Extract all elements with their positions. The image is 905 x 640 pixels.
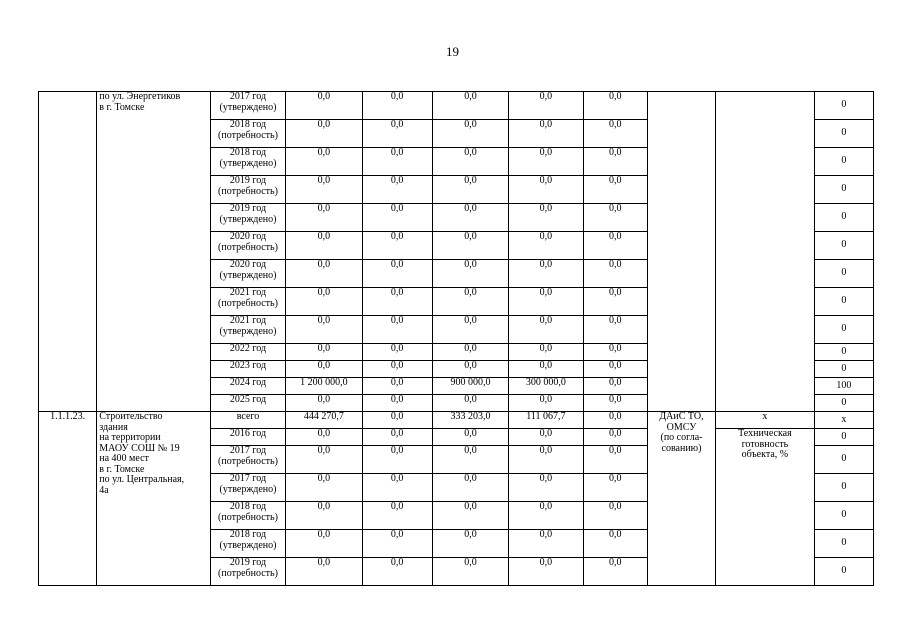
target-value-cell: 100 — [814, 378, 873, 395]
target-value-cell: 0 — [814, 344, 873, 361]
amount-cell: 0,0 — [509, 344, 583, 361]
amount-cell: 0,0 — [432, 429, 508, 446]
amount-cell: 0,0 — [362, 120, 432, 148]
period-cell: 2021 год (потребность) — [210, 288, 285, 316]
amount-cell: 0,0 — [509, 474, 583, 502]
amount-cell: 0,0 — [583, 344, 647, 361]
executor-cell — [647, 92, 715, 412]
item-name-cell: по ул. Энергетиков в г. Томске — [97, 92, 211, 412]
amount-cell: 0,0 — [432, 120, 508, 148]
table-row — [39, 412, 874, 429]
target-value-cell: x — [814, 412, 873, 429]
target-value-cell: 0 — [814, 446, 873, 474]
amount-cell: 0,0 — [432, 361, 508, 378]
amount-cell: 0,0 — [362, 92, 432, 120]
period-cell: 2017 год (утверждено) — [210, 474, 285, 502]
amount-cell: 0,0 — [509, 176, 583, 204]
executor-cell: ДАиС ТО, ОМСУ (по согла- сованию) — [647, 412, 715, 586]
target-value-cell: 0 — [814, 361, 873, 378]
period-cell: 2018 год (утверждено) — [210, 530, 285, 558]
indicator-value-cell: x — [716, 412, 814, 429]
amount-cell: 0,0 — [286, 176, 362, 204]
target-value-cell: 0 — [814, 204, 873, 232]
period-cell: 2023 год — [210, 361, 285, 378]
amount-cell: 0,0 — [509, 530, 583, 558]
period-cell: 2022 год — [210, 344, 285, 361]
target-value-cell: 0 — [814, 558, 873, 586]
amount-cell: 0,0 — [509, 395, 583, 412]
period-cell: 2017 год (потребность) — [210, 446, 285, 474]
period-cell: 2025 год — [210, 395, 285, 412]
amount-cell: 0,0 — [583, 558, 647, 586]
amount-cell: 0,0 — [583, 176, 647, 204]
amount-cell: 0,0 — [432, 232, 508, 260]
amount-cell: 0,0 — [286, 474, 362, 502]
amount-cell: 0,0 — [583, 120, 647, 148]
amount-cell: 0,0 — [583, 446, 647, 474]
period-cell: 2020 год (утверждено) — [210, 260, 285, 288]
indicator-cell — [716, 92, 814, 412]
target-value-cell: 0 — [814, 148, 873, 176]
amount-cell: 0,0 — [362, 474, 432, 502]
amount-cell: 0,0 — [509, 148, 583, 176]
amount-cell: 0,0 — [509, 92, 583, 120]
indicator-cell: Техническая готовность объекта, % — [716, 429, 814, 586]
amount-cell: 0,0 — [286, 204, 362, 232]
amount-cell: 0,0 — [509, 288, 583, 316]
amount-cell: 0,0 — [362, 378, 432, 395]
amount-cell: 0,0 — [286, 232, 362, 260]
amount-cell: 0,0 — [432, 395, 508, 412]
period-cell: 2018 год (потребность) — [210, 120, 285, 148]
amount-cell: 0,0 — [286, 148, 362, 176]
target-value-cell: 0 — [814, 92, 873, 120]
amount-cell: 0,0 — [509, 446, 583, 474]
amount-cell: 0,0 — [432, 288, 508, 316]
amount-cell: 0,0 — [509, 316, 583, 344]
period-cell: 2019 год (потребность) — [210, 176, 285, 204]
amount-cell: 0,0 — [286, 316, 362, 344]
amount-cell: 0,0 — [583, 429, 647, 446]
amount-cell: 0,0 — [432, 148, 508, 176]
amount-cell: 0,0 — [286, 429, 362, 446]
amount-cell: 0,0 — [432, 558, 508, 586]
amount-cell: 0,0 — [362, 558, 432, 586]
amount-cell: 0,0 — [432, 446, 508, 474]
period-cell: 2019 год (потребность) — [210, 558, 285, 586]
amount-cell: 0,0 — [432, 260, 508, 288]
table-row — [39, 92, 874, 120]
amount-cell: 0,0 — [362, 288, 432, 316]
item-name-cell: Строительство здания на территории МАОУ СОШ № 19 на 400 мест в г. Томске по ул. Центральная, 4а — [97, 412, 211, 586]
amount-cell: 0,0 — [509, 429, 583, 446]
amount-cell: 0,0 — [583, 378, 647, 395]
amount-cell: 0,0 — [509, 558, 583, 586]
program-table — [38, 91, 874, 586]
amount-cell: 0,0 — [286, 395, 362, 412]
amount-cell: 0,0 — [286, 446, 362, 474]
amount-cell: 0,0 — [509, 502, 583, 530]
period-cell: 2019 год (утверждено) — [210, 204, 285, 232]
page-number: 19 — [446, 44, 459, 59]
amount-cell: 0,0 — [432, 530, 508, 558]
period-cell: 2018 год (утверждено) — [210, 148, 285, 176]
amount-cell: 0,0 — [362, 344, 432, 361]
amount-cell: 0,0 — [583, 530, 647, 558]
amount-cell: 0,0 — [583, 232, 647, 260]
period-cell: 2016 год — [210, 429, 285, 446]
period-cell: всего — [210, 412, 285, 429]
amount-cell: 0,0 — [286, 530, 362, 558]
target-value-cell: 0 — [814, 395, 873, 412]
amount-cell: 0,0 — [583, 412, 647, 429]
amount-cell: 0,0 — [362, 429, 432, 446]
amount-cell: 0,0 — [362, 176, 432, 204]
target-value-cell: 0 — [814, 120, 873, 148]
target-value-cell: 0 — [814, 316, 873, 344]
amount-cell: 0,0 — [286, 260, 362, 288]
amount-cell: 0,0 — [286, 120, 362, 148]
amount-cell: 0,0 — [583, 395, 647, 412]
amount-cell: 0,0 — [583, 316, 647, 344]
amount-cell: 300 000,0 — [509, 378, 583, 395]
amount-cell: 0,0 — [583, 148, 647, 176]
period-cell: 2024 год — [210, 378, 285, 395]
amount-cell: 0,0 — [583, 92, 647, 120]
amount-cell: 0,0 — [432, 316, 508, 344]
item-number-cell: 1.1.1.23. — [39, 412, 97, 586]
period-cell: 2020 год (потребность) — [210, 232, 285, 260]
amount-cell: 0,0 — [286, 502, 362, 530]
amount-cell: 0,0 — [432, 344, 508, 361]
amount-cell: 0,0 — [432, 176, 508, 204]
target-value-cell: 0 — [814, 474, 873, 502]
amount-cell: 0,0 — [583, 260, 647, 288]
amount-cell: 0,0 — [362, 316, 432, 344]
period-cell: 2021 год (утверждено) — [210, 316, 285, 344]
amount-cell: 0,0 — [583, 204, 647, 232]
amount-cell: 0,0 — [286, 558, 362, 586]
amount-cell: 0,0 — [432, 204, 508, 232]
item-number-cell — [39, 92, 97, 412]
amount-cell: 0,0 — [583, 288, 647, 316]
amount-cell: 0,0 — [583, 502, 647, 530]
amount-cell: 0,0 — [286, 288, 362, 316]
target-value-cell: 0 — [814, 429, 873, 446]
target-value-cell: 0 — [814, 288, 873, 316]
amount-cell: 0,0 — [509, 204, 583, 232]
target-value-cell: 0 — [814, 260, 873, 288]
amount-cell: 0,0 — [362, 361, 432, 378]
amount-cell: 0,0 — [432, 502, 508, 530]
amount-cell: 0,0 — [509, 361, 583, 378]
period-cell: 2017 год (утверждено) — [210, 92, 285, 120]
amount-cell: 0,0 — [432, 474, 508, 502]
amount-cell: 0,0 — [362, 395, 432, 412]
amount-cell: 444 270,7 — [286, 412, 362, 429]
amount-cell: 111 067,7 — [509, 412, 583, 429]
target-value-cell: 0 — [814, 176, 873, 204]
amount-cell: 0,0 — [509, 120, 583, 148]
amount-cell: 0,0 — [432, 92, 508, 120]
target-value-cell: 0 — [814, 530, 873, 558]
target-value-cell: 0 — [814, 502, 873, 530]
period-cell: 2018 год (потребность) — [210, 502, 285, 530]
amount-cell: 0,0 — [286, 92, 362, 120]
amount-cell: 1 200 000,0 — [286, 378, 362, 395]
amount-cell: 0,0 — [509, 232, 583, 260]
amount-cell: 0,0 — [362, 412, 432, 429]
amount-cell: 0,0 — [362, 260, 432, 288]
amount-cell: 0,0 — [362, 446, 432, 474]
amount-cell: 0,0 — [362, 204, 432, 232]
amount-cell: 0,0 — [509, 260, 583, 288]
amount-cell: 0,0 — [362, 232, 432, 260]
amount-cell: 0,0 — [362, 502, 432, 530]
amount-cell: 900 000,0 — [432, 378, 508, 395]
target-value-cell: 0 — [814, 232, 873, 260]
amount-cell: 0,0 — [583, 361, 647, 378]
amount-cell: 0,0 — [583, 474, 647, 502]
amount-cell: 333 203,0 — [432, 412, 508, 429]
amount-cell: 0,0 — [362, 148, 432, 176]
amount-cell: 0,0 — [286, 344, 362, 361]
amount-cell: 0,0 — [362, 530, 432, 558]
amount-cell: 0,0 — [286, 361, 362, 378]
